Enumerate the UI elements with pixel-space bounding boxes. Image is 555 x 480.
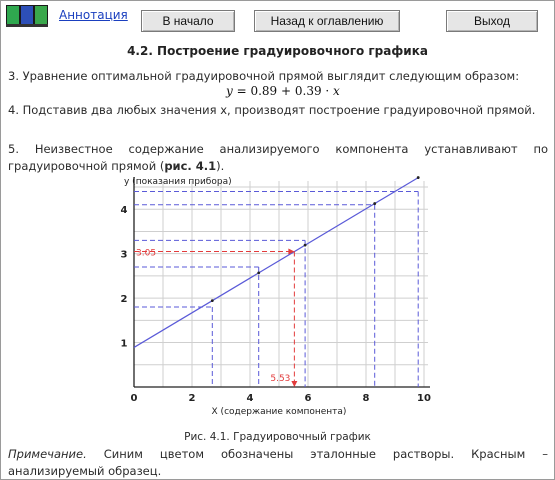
unknown-y-label: 3.05: [136, 248, 157, 259]
standard-point: [304, 244, 307, 247]
step-5-text: [8, 141, 548, 175]
y-tick-label: 4: [120, 205, 128, 217]
x-tick-label: 2: [188, 393, 196, 404]
section-title: 4.2. Построение градуировочного графика: [127, 44, 428, 58]
chart-background: [110, 175, 440, 430]
note-text: [8, 446, 548, 480]
x-tick-label: 6: [304, 393, 312, 404]
note-label: Примечание.: [8, 447, 87, 461]
y-tick-label: 3: [120, 249, 128, 261]
figure-reference: рис. 4.1: [164, 159, 217, 173]
standard-point: [211, 299, 214, 302]
x-tick-label: 4: [246, 393, 254, 404]
standard-point: [417, 176, 420, 179]
y-tick-label: 2: [120, 294, 128, 306]
annotation-link[interactable]: Аннотация: [59, 8, 128, 22]
step-3-text: 3. Уравнение оптимальной градуировочной прямой выглядит следующим образом:: [8, 69, 520, 83]
step-5-end: ).: [216, 159, 225, 173]
note-body: Синим цветом обозначены эталонные растворы. Красным – анализируемый образец.: [8, 447, 548, 478]
regression-formula: [226, 84, 340, 98]
x-tick-label: 10: [417, 393, 431, 404]
standard-point: [257, 272, 260, 275]
formula-variable: x: [333, 84, 340, 98]
standard-point: [373, 202, 376, 205]
figure-caption: Рис. 4.1. Градуировочный график: [184, 431, 371, 443]
step-5-body: 5. Неизвестное содержание анализируемого компонента устанавливают по градуировочной прямой (: [8, 142, 548, 173]
start-button[interactable]: В начало: [141, 10, 235, 32]
x-tick-label: 8: [362, 393, 370, 404]
x-tick-label: 0: [130, 393, 138, 404]
back-to-contents-button[interactable]: Назад к оглавлению: [254, 10, 400, 32]
x-axis-title: X (содержание компонента): [211, 407, 347, 417]
calibration-chart: [110, 175, 440, 430]
y-tick-label: 1: [120, 338, 128, 350]
y-axis-title: y (показания прибора): [124, 177, 232, 187]
app-logo-icon: [6, 5, 50, 27]
unknown-x-label: 5.53: [270, 374, 291, 384]
step-4-text: 4. Подставив два любых значения x, производят построение градуировочной прямой.: [8, 103, 536, 117]
formula-lhs: y: [226, 84, 233, 98]
exit-button[interactable]: Выход: [446, 10, 538, 32]
formula-coefficients: = 0.89 + 0.39 ·: [232, 84, 334, 98]
toolbar: [0, 0, 555, 34]
